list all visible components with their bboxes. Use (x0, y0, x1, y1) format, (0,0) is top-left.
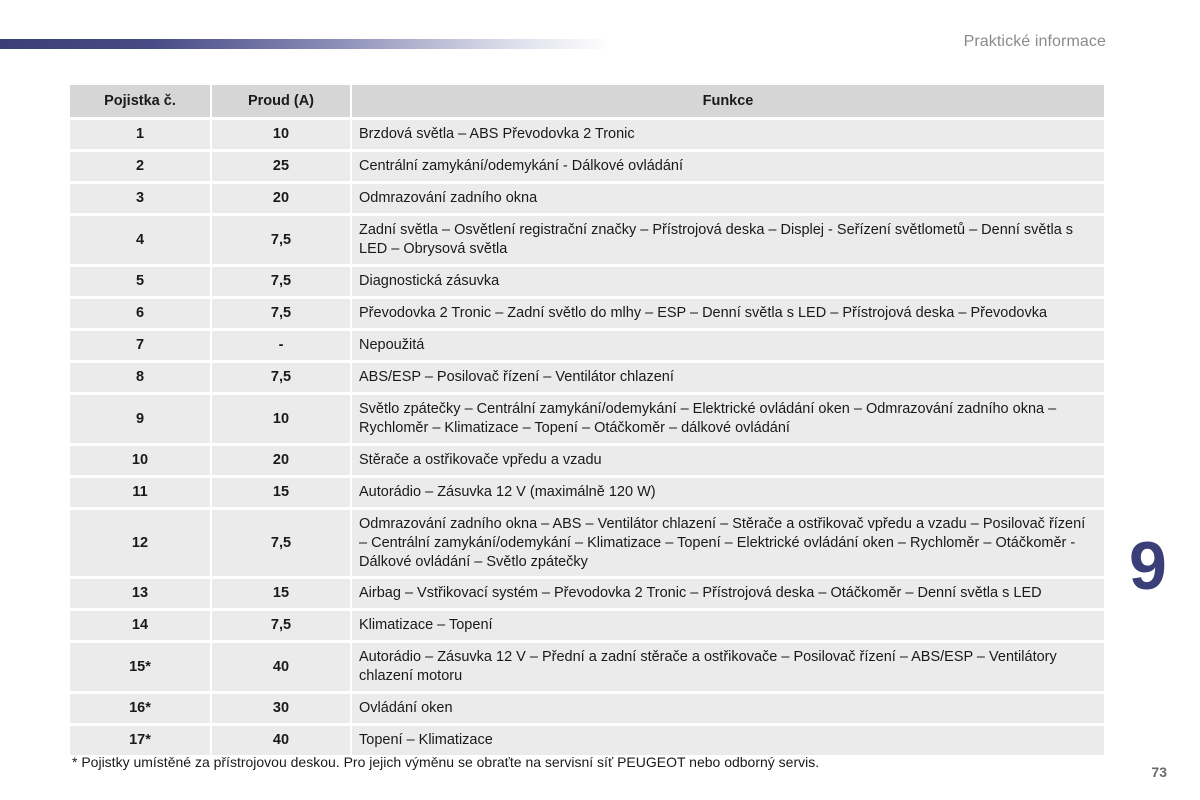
table-row (70, 331, 1104, 360)
fuse-number-cell: 5 (70, 267, 210, 296)
table-row (70, 395, 1104, 443)
table-row (70, 267, 1104, 296)
fuse-number-cell: 13 (70, 579, 210, 608)
current-cell: 25 (212, 152, 350, 181)
fuse-number-cell: 17* (70, 726, 210, 755)
table-row (70, 446, 1104, 475)
current-cell: - (212, 331, 350, 360)
header-fuse-number: Pojistka č. (70, 85, 210, 117)
function-cell: Autorádio – Zásuvka 12 V (maximálně 120 W) (352, 478, 1104, 507)
function-cell: Brzdová světla – ABS Převodovka 2 Tronic (352, 120, 1104, 149)
current-cell: 20 (212, 184, 350, 213)
table-row (70, 510, 1104, 576)
function-cell: Topení – Klimatizace (352, 726, 1104, 755)
current-cell: 7,5 (212, 611, 350, 640)
current-cell: 7,5 (212, 510, 350, 576)
current-cell: 20 (212, 446, 350, 475)
current-cell: 7,5 (212, 363, 350, 392)
function-cell: Zadní světla – Osvětlení registrační značky – Přístrojová deska – Displej - Seřízení světlometů – Denní světla s LED – Obrysová světla (352, 216, 1104, 264)
current-cell: 15 (212, 579, 350, 608)
table-row (70, 478, 1104, 507)
fuse-table (68, 82, 1106, 758)
fuse-number-cell: 14 (70, 611, 210, 640)
fuse-number-cell: 7 (70, 331, 210, 360)
fuse-number-cell: 3 (70, 184, 210, 213)
table-row (70, 184, 1104, 213)
table-header-row (70, 85, 1104, 117)
header-gradient-bar (0, 39, 610, 49)
table-row (70, 363, 1104, 392)
fuse-number-cell: 10 (70, 446, 210, 475)
current-cell: 15 (212, 478, 350, 507)
table-row (70, 611, 1104, 640)
current-cell: 7,5 (212, 299, 350, 328)
table-row (70, 120, 1104, 149)
current-cell: 10 (212, 120, 350, 149)
function-cell: Airbag – Vstřikovací systém – Převodovka 2 Tronic – Přístrojová deska – Otáčkoměr – Denní světla s LED (352, 579, 1104, 608)
function-cell: Odmrazování zadního okna – ABS – Ventilátor chlazení – Stěrače a ostřikovač vpředu a vzadu – Posilovač řízení – Centrální zamykání/odemykání – Klimatizace – Topení – Elektrické ovládání oken – Rychloměr – Otáčkoměr - Dálkové ovládání – Světlo zpátečky (352, 510, 1104, 576)
function-cell: Stěrače a ostřikovače vpředu a vzadu (352, 446, 1104, 475)
function-cell: Nepoužitá (352, 331, 1104, 360)
current-cell: 40 (212, 643, 350, 691)
header-current: Proud (A) (212, 85, 350, 117)
current-cell: 7,5 (212, 267, 350, 296)
function-cell: Převodovka 2 Tronic – Zadní světlo do mlhy – ESP – Denní světla s LED – Přístrojová deska – Převodovka (352, 299, 1104, 328)
function-cell: Klimatizace – Topení (352, 611, 1104, 640)
fuse-number-cell: 9 (70, 395, 210, 443)
function-cell: Centrální zamykání/odemykání - Dálkové ovládání (352, 152, 1104, 181)
footnote: * Pojistky umístěné za přístrojovou deskou. Pro jejich výměnu se obraťte na servisní síť PEUGEOT nebo odborný servis. (72, 754, 820, 770)
function-cell: ABS/ESP – Posilovač řízení – Ventilátor chlazení (352, 363, 1104, 392)
function-cell: Odmrazování zadního okna (352, 184, 1104, 213)
table-row (70, 643, 1104, 691)
page-number: 73 (1151, 764, 1167, 780)
function-cell: Světlo zpátečky – Centrální zamykání/odemykání – Elektrické ovládání oken – Odmrazování zadního okna – Rychloměr – Klimatizace – Topení – Otáčkoměr – dálkové ovládání (352, 395, 1104, 443)
current-cell: 40 (212, 726, 350, 755)
table-row (70, 579, 1104, 608)
table-row (70, 299, 1104, 328)
current-cell: 30 (212, 694, 350, 723)
table-row (70, 694, 1104, 723)
fuse-number-cell: 6 (70, 299, 210, 328)
fuse-number-cell: 4 (70, 216, 210, 264)
fuse-number-cell: 15* (70, 643, 210, 691)
fuse-number-cell: 11 (70, 478, 210, 507)
header-function: Funkce (352, 85, 1104, 117)
function-cell: Ovládání oken (352, 694, 1104, 723)
chapter-number: 9 (1129, 528, 1167, 604)
table-row (70, 726, 1104, 755)
fuse-number-cell: 1 (70, 120, 210, 149)
current-cell: 10 (212, 395, 350, 443)
function-cell: Autorádio – Zásuvka 12 V – Přední a zadní stěrače a ostřikovače – Posilovač řízení – ABS/ESP – Ventilátory chlazení motoru (352, 643, 1104, 691)
function-cell: Diagnostická zásuvka (352, 267, 1104, 296)
fuse-number-cell: 2 (70, 152, 210, 181)
fuse-number-cell: 16* (70, 694, 210, 723)
table-row (70, 216, 1104, 264)
fuse-number-cell: 12 (70, 510, 210, 576)
section-title: Praktické informace (963, 33, 1106, 50)
table-row (70, 152, 1104, 181)
current-cell: 7,5 (212, 216, 350, 264)
fuse-number-cell: 8 (70, 363, 210, 392)
